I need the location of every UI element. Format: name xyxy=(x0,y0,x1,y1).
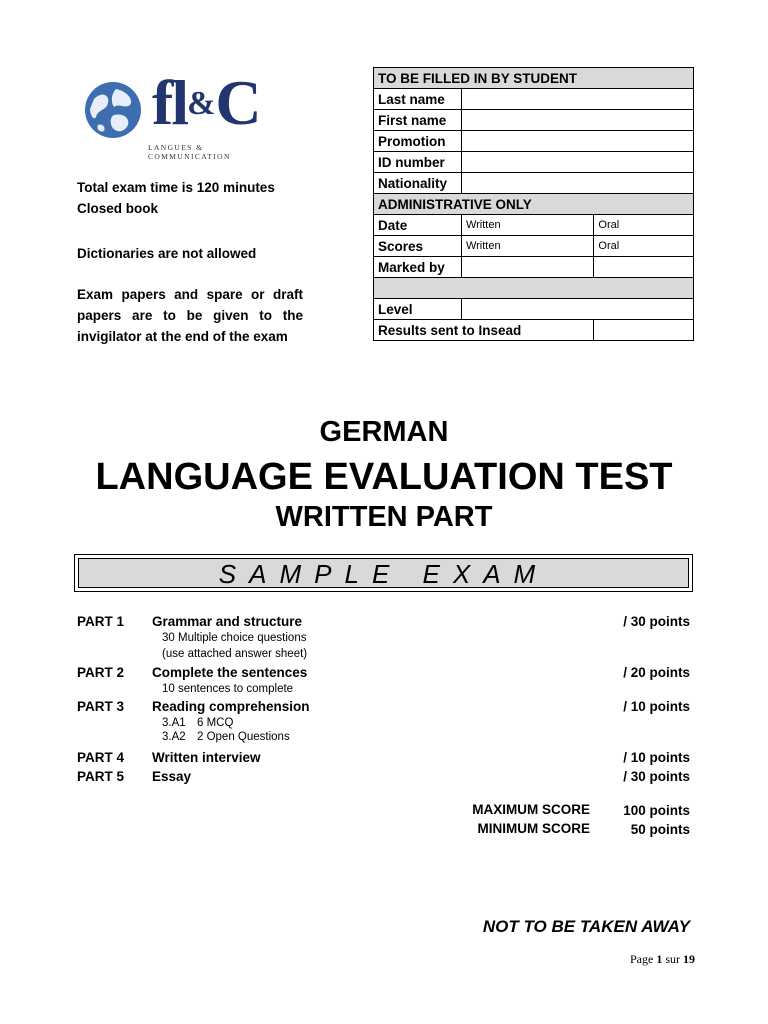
part-detail: 6 MCQ xyxy=(197,717,234,729)
exam-time-note: Total exam time is 120 minutes xyxy=(77,180,275,195)
page-number: Page 1 sur 19 xyxy=(630,952,695,966)
maximum-score-label: MAXIMUM SCORE xyxy=(472,802,590,817)
promotion-label: Promotion xyxy=(374,131,462,152)
part-label: PART 3 xyxy=(77,699,125,714)
part-title: Grammar and structure xyxy=(152,614,303,629)
promotion-field[interactable] xyxy=(461,131,693,152)
language-title: GERMAN xyxy=(319,416,449,448)
scores-label: Scores xyxy=(374,236,462,257)
id-number-label: ID number xyxy=(374,152,462,173)
first-name-label: First name xyxy=(374,110,462,131)
part-label: PART 4 xyxy=(77,750,125,765)
exam-papers-note xyxy=(77,284,303,347)
level-field[interactable] xyxy=(461,299,693,320)
part-points: / 10 points xyxy=(623,750,690,765)
date-written-field[interactable]: Written xyxy=(461,215,593,236)
marked-by-label: Marked by xyxy=(374,257,462,278)
part-detail-code: 3.A2 xyxy=(162,731,186,743)
scores-oral-field[interactable]: Oral xyxy=(594,236,694,257)
part-detail: 10 sentences to complete xyxy=(162,683,294,695)
exam-rules xyxy=(77,177,275,219)
nationality-field[interactable] xyxy=(461,173,693,194)
minimum-score-value: 50 points xyxy=(630,822,690,837)
part-points: / 30 points xyxy=(623,769,690,784)
results-sent-label: Results sent to Insead xyxy=(374,320,594,341)
minimum-score-label: MINIMUM SCORE xyxy=(477,821,590,836)
dictionaries-note: Dictionaries are not allowed xyxy=(77,246,257,261)
part-points: / 30 points xyxy=(623,614,690,629)
logo-wordmark: fl&C xyxy=(152,67,260,138)
last-name-field[interactable] xyxy=(461,89,693,110)
papers-note-line: papers are to be given to the xyxy=(77,308,303,323)
not-to-be-taken-warning: NOT TO BE TAKEN AWAY xyxy=(482,917,690,936)
flc-logo xyxy=(78,55,283,167)
part-detail: 2 Open Questions xyxy=(197,731,290,743)
level-label: Level xyxy=(374,299,462,320)
admin-section-header: ADMINISTRATIVE ONLY xyxy=(374,194,694,215)
main-title: LANGUAGE EVALUATION TEST xyxy=(95,456,673,498)
part-title: Written interview xyxy=(152,750,261,765)
part-title: Reading comprehension xyxy=(152,699,310,714)
sample-exam-banner xyxy=(74,554,693,592)
papers-note-line: invigilator at the end of the exam xyxy=(77,329,288,344)
sample-exam-label: SAMPLE EXAM xyxy=(78,558,689,588)
part-detail: 30 Multiple choice questions xyxy=(162,632,307,644)
id-number-field[interactable] xyxy=(461,152,693,173)
closed-book-note: Closed book xyxy=(77,201,159,216)
grey-spacer-row xyxy=(374,278,694,299)
results-sent-field[interactable] xyxy=(594,320,694,341)
part-label: PART 5 xyxy=(77,769,125,784)
part-detail-code: 3.A1 xyxy=(162,717,186,729)
maximum-score-value: 100 points xyxy=(623,803,690,818)
student-section-header: TO BE FILLED IN BY STUDENT xyxy=(374,68,694,89)
scores-written-field[interactable]: Written xyxy=(461,236,593,257)
part-title: Complete the sentences xyxy=(152,665,308,680)
date-label: Date xyxy=(374,215,462,236)
logo-tagline: LANGUES & COMMUNICATION xyxy=(148,143,231,161)
last-name-label: Last name xyxy=(374,89,462,110)
student-form xyxy=(373,67,694,341)
part-label: PART 1 xyxy=(77,614,125,629)
sub-title: WRITTEN PART xyxy=(275,501,493,533)
part-title: Essay xyxy=(152,769,192,784)
part-points: / 20 points xyxy=(623,665,690,680)
part-detail: (use attached answer sheet) xyxy=(162,648,308,660)
part-label: PART 2 xyxy=(77,665,125,680)
nationality-label: Nationality xyxy=(374,173,462,194)
marked-by-field-2[interactable] xyxy=(594,257,694,278)
marked-by-field[interactable] xyxy=(461,257,593,278)
first-name-field[interactable] xyxy=(461,110,693,131)
globe-icon xyxy=(84,81,142,139)
date-oral-field[interactable]: Oral xyxy=(594,215,694,236)
part-points: / 10 points xyxy=(623,699,690,714)
papers-note-line: Exam papers and spare or draft xyxy=(77,287,303,302)
